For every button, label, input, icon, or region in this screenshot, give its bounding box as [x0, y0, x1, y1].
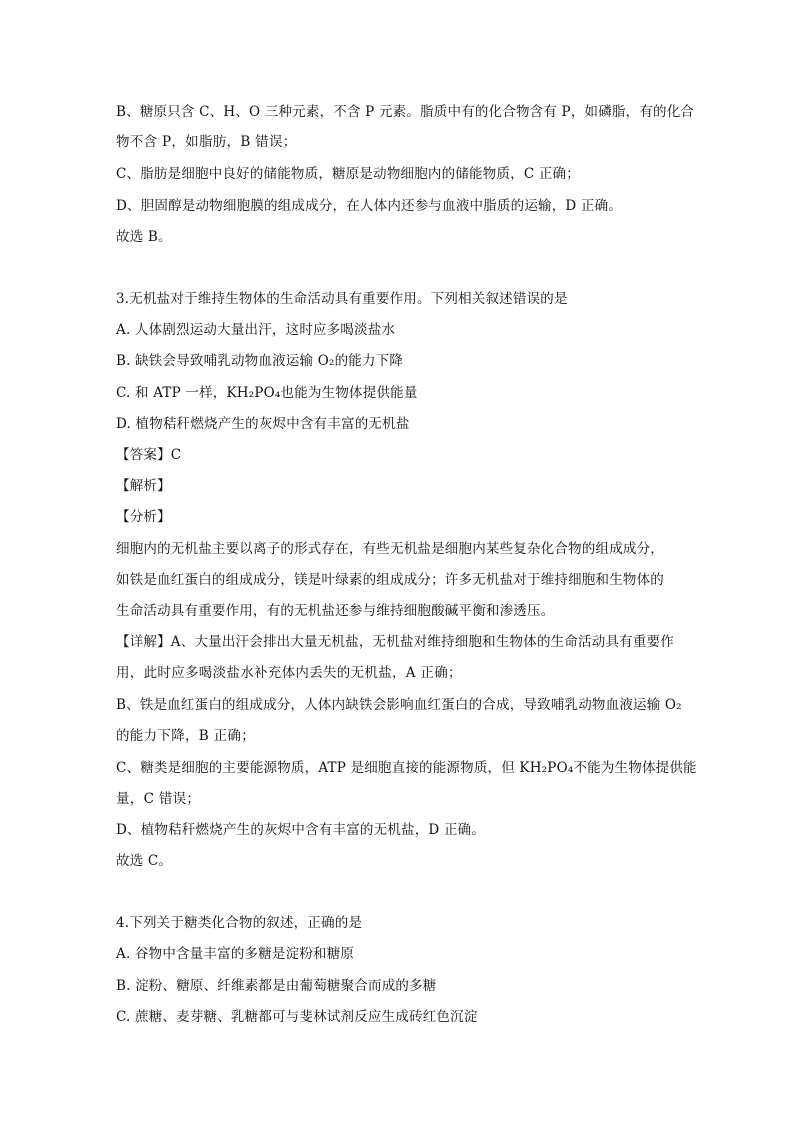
question-4-option-c: C. 蔗糖、麦芽糖、乳糖都可与斐林试剂反应生成砖红色沉淀	[116, 1009, 478, 1025]
question-3-conclusion: 故选 C。	[116, 853, 173, 869]
detail-b-line2: 的能力下降，B 正确；	[116, 728, 256, 744]
detail-b-line1: B、铁是血红蛋白的组成成分，人体内缺铁会影响血红蛋白的合成，导致哺乳动物血液运输 O₂	[116, 697, 682, 713]
question-4-option-a: A. 谷物中含量丰富的多糖是淀粉和糖原	[116, 946, 355, 962]
fenxi-heading: 【分析】	[116, 509, 171, 525]
question-4-stem: 4.下列关于糖类化合物的叙述，正确的是	[116, 915, 363, 931]
prev-option-c-explanation: C、脂肪是细胞中良好的储能物质，糖原是动物细胞内的储能物质，C 正确；	[116, 166, 580, 182]
detail-c-line2: 量，C 错误；	[116, 791, 201, 807]
question-4-option-b: B. 淀粉、糖原、纤维素都是由葡萄糖聚合而成的多糖	[116, 978, 437, 994]
question-3-option-d: D. 植物秸秆燃烧产生的灰烬中含有丰富的无机盐	[116, 416, 410, 432]
prev-option-b-explanation-line2: 物不含 P，如脂肪，B 错误；	[116, 134, 297, 150]
detail-a-line1: 【详解】A、大量出汗会排出大量无机盐，无机盐对维持细胞和生物体的生命活动具有重要作	[116, 634, 674, 650]
detail-c-line1: C、糖类是细胞的主要能源物质，ATP 是细胞直接的能源物质，但 KH₂PO₄不能为生物体提供能	[116, 760, 697, 776]
question-3-option-b: B. 缺铁会导致哺乳动物血液运输 O₂的能力下降	[116, 353, 404, 369]
analysis-heading: 【解析】	[116, 478, 171, 494]
detail-d: D、植物秸秆燃烧产生的灰烬中含有丰富的无机盐，D 正确。	[116, 822, 486, 838]
prev-option-d-explanation: D、胆固醇是动物细胞膜的组成成分，在人体内还参与血液中脂质的运输，D 正确。	[116, 198, 623, 214]
question-3-option-a: A. 人体剧烈运动大量出汗，这时应多喝淡盐水	[116, 322, 396, 338]
question-3-stem: 3.无机盐对于维持生物体的生命活动具有重要作用。下列相关叙述错误的是	[116, 291, 568, 307]
prev-option-b-explanation-line1: B、糖原只含 C、H、O 三种元素，不含 P 元素。脂质中有的化合物含有 P，如磷脂，有的化合	[116, 104, 695, 120]
question-3-answer: 【答案】C	[116, 447, 182, 463]
fenxi-paragraph-line3: 生命活动具有重要作用，有的无机盐还参与维持细胞酸碱平衡和渗透压。	[116, 603, 555, 619]
detail-a-line2: 用，此时应多喝淡盐水补充体内丢失的无机盐，A 正确；	[116, 665, 462, 681]
fenxi-paragraph-line1: 细胞内的无机盐主要以离子的形式存在，有些无机盐是细胞内某些复杂化合物的组成成分，	[116, 541, 664, 557]
question-3-option-c: C. 和 ATP 一样，KH₂PO₄也能为生物体提供能量	[116, 385, 418, 401]
fenxi-paragraph-line2: 如铁是血红蛋白的组成成分，镁是叶绿素的组成成分；许多无机盐对于维持细胞和生物体的	[116, 572, 664, 588]
prev-conclusion: 故选 B。	[116, 229, 172, 245]
